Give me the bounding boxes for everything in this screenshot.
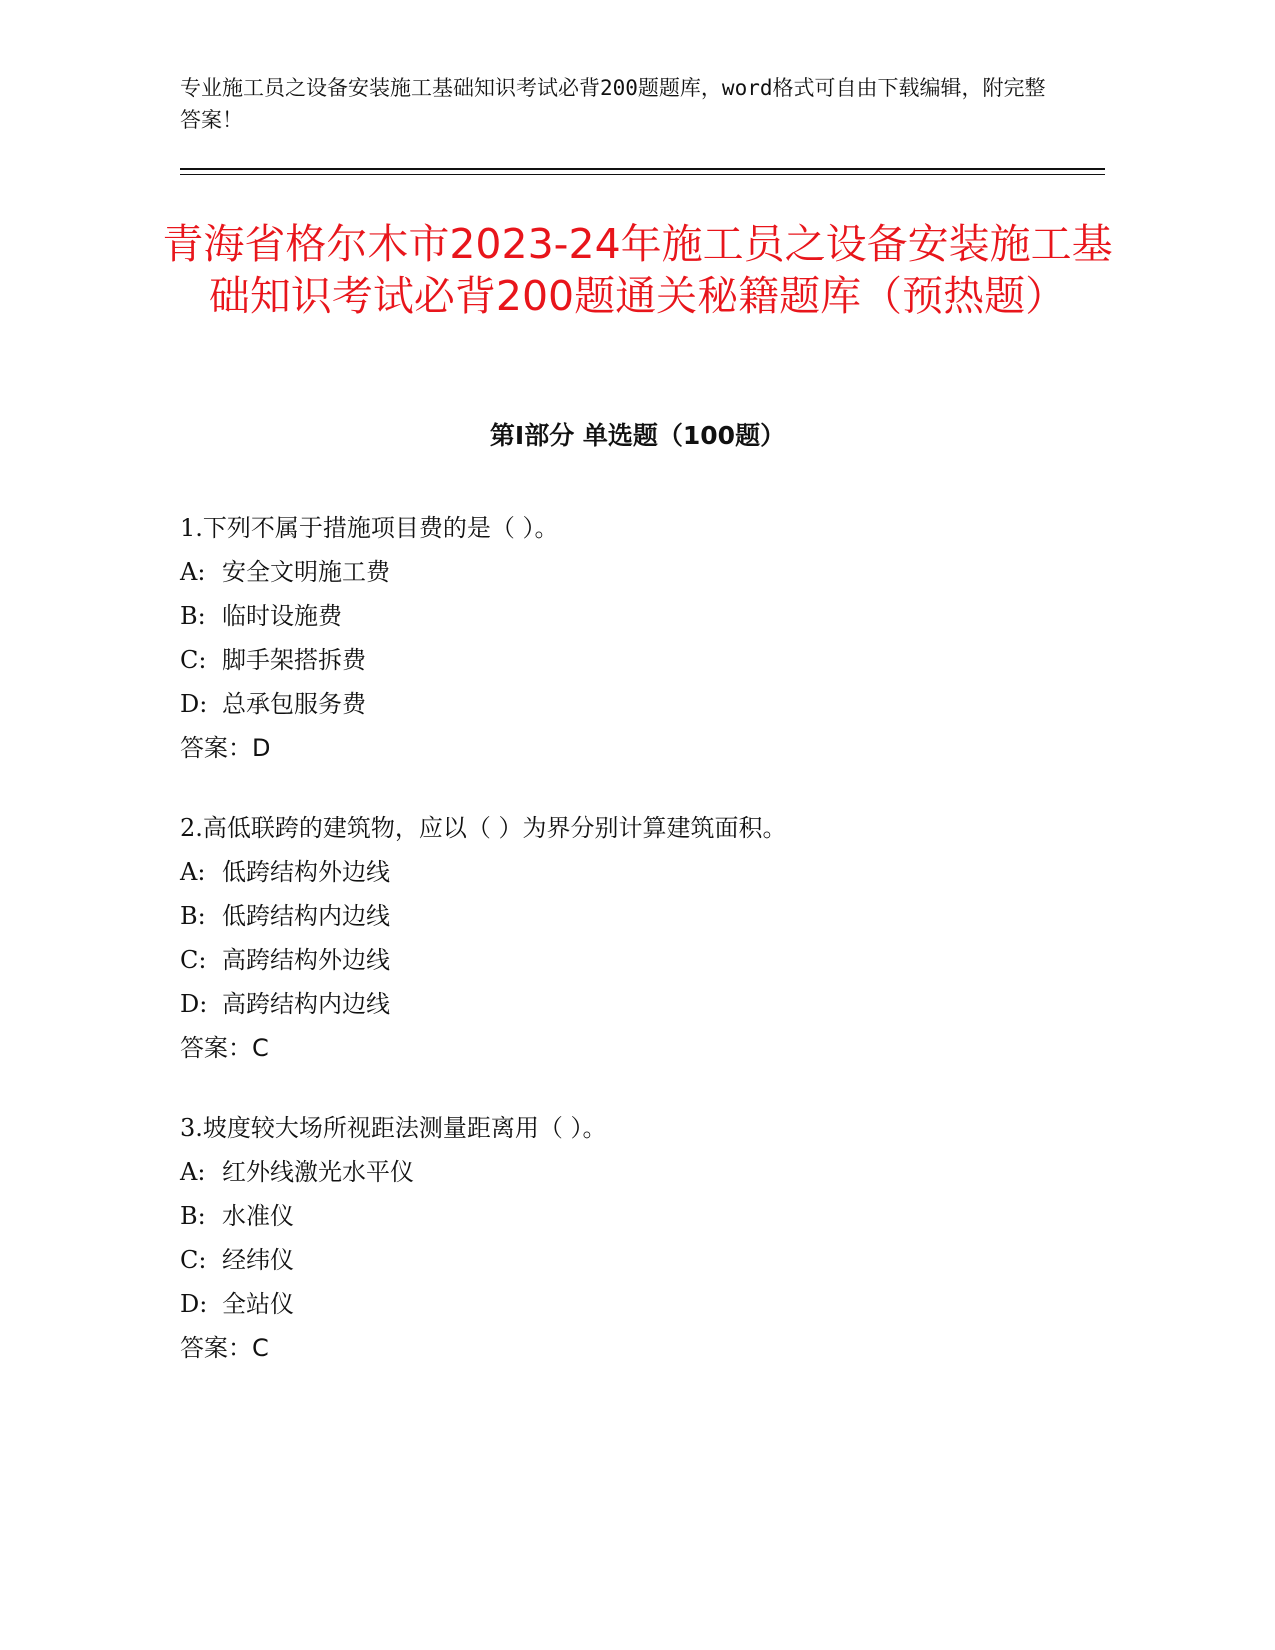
option-text: 总承包服务费 [222,690,366,718]
option-letter: D: [180,990,208,1018]
question-stem: 2.高低联跨的建筑物，应以（ ）为界分别计算建筑面积。 [180,814,787,842]
question-stem: 3.坡度较大场所视距法测量距离用（ ）。 [180,1114,607,1142]
option-c [180,638,1140,682]
option-b [180,594,1140,638]
option-letter: D: [180,690,208,718]
option-letter: C: [180,646,207,674]
option-letter: B: [180,1202,206,1230]
option-text: 经纬仪 [222,1246,294,1274]
option-letter: D: [180,1290,208,1318]
section-heading: 第I部分 单选题（100题） [489,421,786,450]
option-letter: A: [180,558,206,586]
option-a [180,850,1140,894]
question-item [180,1106,1140,1370]
option-d [180,982,1140,1026]
option-text: 安全文明施工费 [222,558,390,586]
option-text: 高跨结构外边线 [222,946,390,974]
option-letter: B: [180,602,206,630]
option-a [180,550,1140,594]
option-b [180,1194,1140,1238]
option-text: 脚手架搭拆费 [222,646,366,674]
option-text: 红外线激光水平仪 [222,1158,414,1186]
header-divider-thick [180,168,1105,170]
answer-line: 答案：C [180,1334,269,1362]
option-b [180,894,1140,938]
header-note: 专业施工员之设备安装施工基础知识考试必背200题题库，word格式可自由下载编辑，附完整答案！ [180,76,1046,132]
option-text: 低跨结构外边线 [222,858,390,886]
option-text: 低跨结构内边线 [222,902,390,930]
option-letter: C: [180,1246,207,1274]
option-d [180,682,1140,726]
option-c [180,938,1140,982]
answer-line: 答案：D [180,734,271,762]
option-letter: A: [180,858,206,886]
question-item [180,506,1140,770]
option-letter: B: [180,902,206,930]
option-c [180,1238,1140,1282]
header-divider-thin [180,174,1105,175]
option-letter: C: [180,946,207,974]
option-text: 水准仪 [222,1202,294,1230]
document-title: 青海省格尔木市2023-24年施工员之设备安装施工基础知识考试必背200题通关秘籍题库（预热题） [162,220,1113,320]
option-text: 全站仪 [222,1290,294,1318]
question-item [180,806,1140,1070]
option-a [180,1150,1140,1194]
option-d [180,1282,1140,1326]
option-letter: A: [180,1158,206,1186]
question-stem: 1.下列不属于措施项目费的是（ ）。 [180,514,559,542]
answer-line: 答案：C [180,1034,269,1062]
option-text: 临时设施费 [222,602,342,630]
option-text: 高跨结构内边线 [222,990,390,1018]
question-list [180,506,1140,1406]
